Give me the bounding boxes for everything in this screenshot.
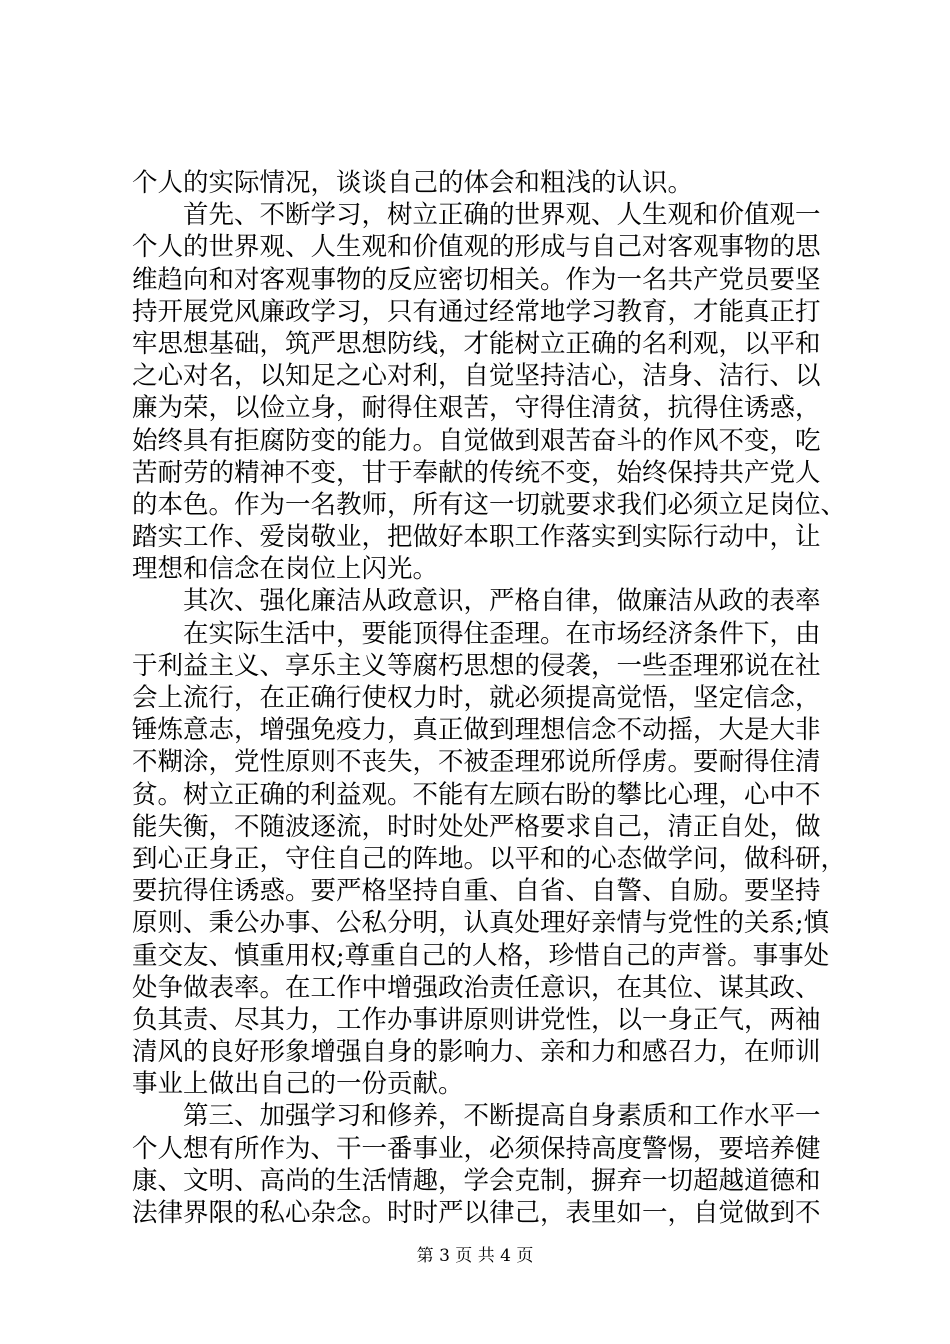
text-line: 处争做表率。在工作中增强政治责任意识，在其位、谋其政、 xyxy=(132,972,821,1003)
text-line: 于利益主义、享乐主义等腐朽思想的侵袭，一些歪理邪说在社 xyxy=(132,650,821,681)
text-line: 苦耐劳的精神不变，甘于奉献的传统不变，始终保持共产党人 xyxy=(132,457,821,488)
text-line: 清风的良好形象增强自身的影响力、亲和力和感召力，在师训 xyxy=(132,1037,821,1068)
page-number: 第 3 页 共 4 页 xyxy=(416,1246,534,1266)
text-line: 之心对名，以知足之心对利，自觉坚持洁心，洁身、洁行、以 xyxy=(132,361,821,392)
text-line: 廉为荣，以俭立身，耐得住艰苦，守得住清贫，抗得住诱惑， xyxy=(132,393,821,424)
text-line: 到心正身正，守住自己的阵地。以平和的心态做学问，做科研， xyxy=(132,843,847,874)
text-line: 要抗得住诱惑。要严格坚持自重、自省、自警、自励。要坚持 xyxy=(132,876,821,907)
text-line: 原则、秉公办事、公私分明，认真处理好亲情与党性的关系;慎 xyxy=(132,908,830,939)
text-line: 个人想有所作为、干一番事业，必须保持高度警惕，要培养健 xyxy=(132,1133,821,1164)
text-line: 维趋向和对客观事物的反应密切相关。作为一名共产党员要坚 xyxy=(132,264,821,295)
text-line: 事业上做出自己的一份贡献。 xyxy=(132,1069,464,1100)
text-line: 首先、不断学习，树立正确的世界观、人生观和价值观一 xyxy=(132,200,821,231)
text-line: 个人的世界观、人生观和价值观的形成与自己对客观事物的思 xyxy=(132,232,821,263)
text-line: 个人的实际情况，谈谈自己的体会和粗浅的认识。 xyxy=(132,168,694,198)
text-line: 的本色。作为一名教师，所有这一切就要求我们必须立足岗位、 xyxy=(132,489,847,520)
text-line: 牢思想基础，筑严思想防线，才能树立正确的名利观，以平和 xyxy=(132,328,821,359)
text-line: 负其责、尽其力，工作办事讲原则讲党性，以一身正气，两袖 xyxy=(132,1004,821,1035)
text-line: 始终具有拒腐防变的能力。自觉做到艰苦奋斗的作风不变，吃 xyxy=(132,425,821,456)
text-line: 不糊涂，党性原则不丧失，不被歪理邪说所俘虏。要耐得住清 xyxy=(132,747,821,778)
text-line: 能失衡，不随波逐流，时时处处严格要求自己，清正自处，做 xyxy=(132,811,821,842)
text-line: 重交友、慎重用权;尊重自己的人格，珍惜自己的声誉。事事处 xyxy=(132,940,830,971)
page-footer xyxy=(0,1244,950,1268)
text-line: 理想和信念在岗位上闪光。 xyxy=(132,554,439,585)
text-line: 锤炼意志，增强免疫力，真正做到理想信念不动摇，大是大非 xyxy=(132,715,821,746)
text-line: 康、文明、高尚的生活情趣，学会克制，摒弃一切超越道德和 xyxy=(132,1165,821,1196)
text-line: 会上流行，在正确行使权力时，就必须提高觉悟，坚定信念， xyxy=(132,683,821,713)
text-line: 踏实工作、爱岗敬业，把做好本职工作落实到实际行动中，让 xyxy=(132,522,821,553)
text-line: 其次、强化廉洁从政意识，严格自律，做廉洁从政的表率 xyxy=(132,586,821,617)
text-line: 法律界限的私心杂念。时时严以律己，表里如一，自觉做到不 xyxy=(132,1198,821,1228)
text-line: 第三、加强学习和修养，不断提高自身素质和工作水平一 xyxy=(132,1101,821,1132)
text-line: 在实际生活中，要能顶得住歪理。在市场经济条件下，由 xyxy=(132,618,821,649)
text-line: 持开展党风廉政学习，只有通过经常地学习教育，才能真正打 xyxy=(132,296,821,327)
body-text xyxy=(132,167,847,1229)
text-line: 贫。树立正确的利益观。不能有左顾右盼的攀比心理，心中不 xyxy=(132,779,821,810)
